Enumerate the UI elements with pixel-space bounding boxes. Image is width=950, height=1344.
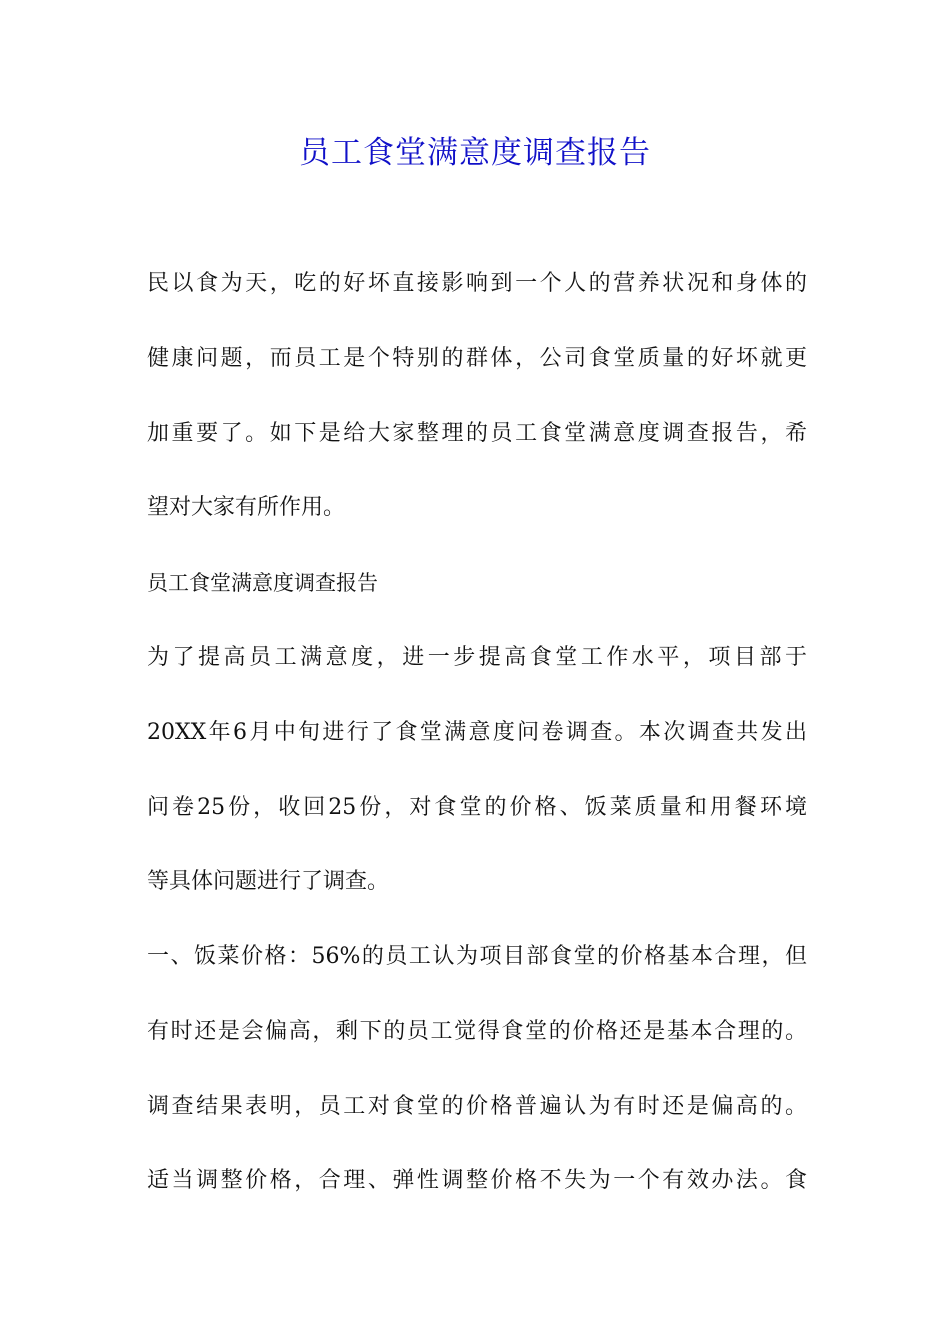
paragraph-line: 加重要了。如下是给大家整理的员工食堂满意度调查报告，希 <box>147 421 807 446</box>
paragraph-line: 适当调整价格，合理、弹性调整价格不失为一个有效办法。食 <box>147 1168 807 1193</box>
paragraph-line: 民以食为天，吃的好坏直接影响到一个人的营养状况和身体的 <box>147 271 807 296</box>
paragraph-line: 有时还是会偏高，剩下的员工觉得食堂的价格还是基本合理的。 <box>147 1019 807 1044</box>
paragraph-line: 健康问题，而员工是个特别的群体，公司食堂质量的好坏就更 <box>147 346 807 371</box>
paragraph-line: 望对大家有所作用。 <box>147 495 346 520</box>
paragraph-line: 为了提高员工满意度，进一步提高食堂工作水平，项目部于 <box>147 645 807 670</box>
paragraph-line: 问卷25份，收回25份，对食堂的价格、饭菜质量和用餐环境 <box>147 795 807 820</box>
paragraph-line: 20XX年6月中旬进行了食堂满意度问卷调查。本次调查共发出 <box>147 720 807 745</box>
paragraph-line: 一、饭菜价格：56%的员工认为项目部食堂的价格基本合理，但 <box>147 944 807 969</box>
paragraph-line: 调查结果表明，员工对食堂的价格普遍认为有时还是偏高的。 <box>147 1094 807 1119</box>
document-title: 员工食堂满意度调查报告 <box>299 135 651 171</box>
section-subtitle: 员工食堂满意度调查报告 <box>147 571 378 595</box>
paragraph-line: 等具体问题进行了调查。 <box>147 869 390 894</box>
